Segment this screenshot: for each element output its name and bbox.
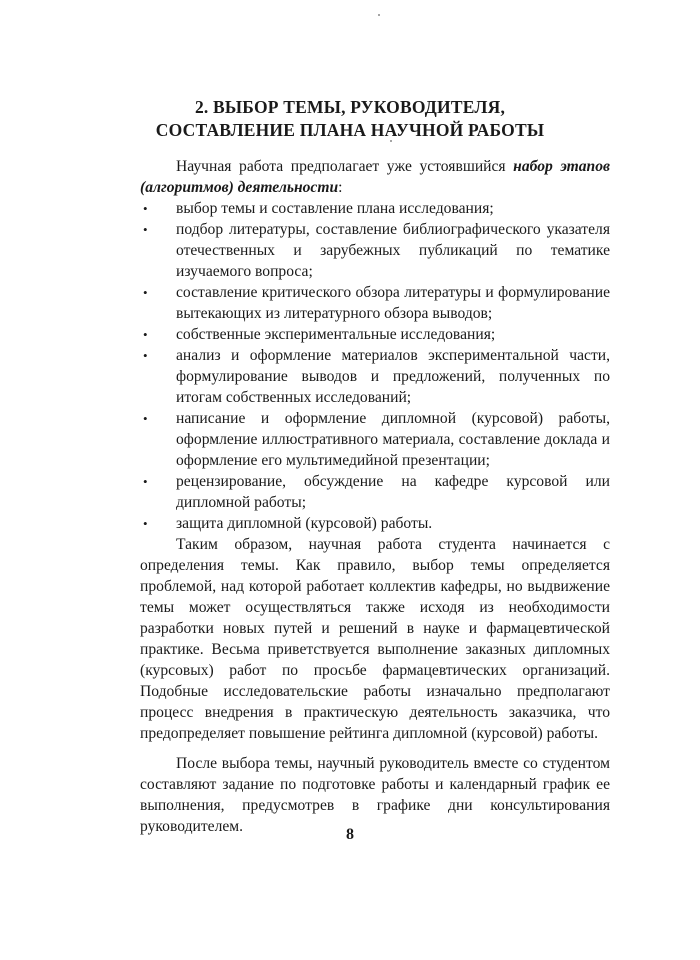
bullet-icon: • bbox=[143, 516, 148, 531]
list-item bbox=[140, 471, 610, 513]
section-title-line-1: 2. ВЫБОР ТЕМЫ, РУКОВОДИТЕЛЯ, bbox=[194, 97, 506, 117]
page-number: 8 bbox=[346, 826, 354, 843]
list-item bbox=[140, 513, 610, 534]
list-item-text: рецензирование, обсуждение на кафедре курсовой или дипломной работы; bbox=[176, 473, 610, 511]
bullet-icon: • bbox=[143, 348, 148, 363]
intro-text: Научная работа предполагает уже устоявшийся bbox=[176, 158, 514, 175]
list-item-text: анализ и оформление материалов экспериментальной части, формулирование выводов и предложений, полученных по итогам собственных исследований; bbox=[176, 347, 610, 406]
section-title bbox=[140, 96, 560, 142]
list-item bbox=[140, 198, 610, 219]
bullet-icon: • bbox=[143, 411, 148, 426]
bullet-icon: • bbox=[143, 222, 148, 237]
list-item bbox=[140, 408, 610, 471]
intro-paragraph bbox=[140, 156, 610, 198]
list-item-text: составление критического обзора литературы и формулирование вытекающих из литературного обзора выводов; bbox=[176, 284, 610, 322]
list-item-text: написание и оформление дипломной (курсовой) работы, оформление иллюстративного материала, составление доклада и оформление его мультимедийной презентации; bbox=[176, 410, 610, 469]
list-item bbox=[140, 219, 610, 282]
bullet-icon: • bbox=[143, 327, 148, 342]
list-item bbox=[140, 324, 610, 345]
list-item bbox=[140, 282, 610, 324]
list-item-text: защита дипломной (курсовой) работы. bbox=[176, 515, 433, 532]
list-item-text: подбор литературы, составление библиографического указателя отечественных и зарубежных публикаций по тематике изучаемого вопроса; bbox=[176, 221, 610, 280]
body-paragraph-topic: Таким образом, научная работа студента начинается с определения темы. Как правило, выбор темы определяется проблемой, над которой работает коллектив кафедры, но выдвижение темы может осуществляться также исходя из необходимости разработки новых путей и решений в науке и фармацевтической практике. Весьма приветствуется выполнение заказных дипломных (курсовых) работ по просьбе фармацевтических организаций. Подобные исследовательские работы изначально предполагают процесс внедрения в практическую деятельность заказчика, что предопределяет повышение рейтинга дипломной (курсовой) работы. bbox=[140, 536, 610, 742]
intro-emphasis: набор этапов (алгоритмов) деятельности bbox=[140, 158, 610, 196]
bullet-icon: • bbox=[143, 474, 148, 489]
scan-speck bbox=[378, 14, 380, 16]
bullet-icon: • bbox=[143, 201, 148, 216]
list-item-text: выбор темы и составление плана исследования; bbox=[176, 200, 494, 217]
body-paragraph-plan: После выбора темы, научный руководитель вместе со студентом составляют задание по подготовке работы и календарный график ее выполнения, предусмотрев в графике дни консультирования руководителем. bbox=[140, 755, 610, 835]
section-title-line-2: СОСТАВЛЕНИЕ ПЛАНА НАУЧНОЙ РАБОТЫ bbox=[155, 120, 545, 140]
list-item bbox=[140, 345, 610, 408]
document-body bbox=[140, 156, 610, 837]
bullet-icon: • bbox=[143, 285, 148, 300]
list-item-text: собственные экспериментальные исследования; bbox=[176, 326, 496, 343]
intro-colon: : bbox=[338, 179, 343, 196]
stages-list bbox=[140, 198, 610, 534]
